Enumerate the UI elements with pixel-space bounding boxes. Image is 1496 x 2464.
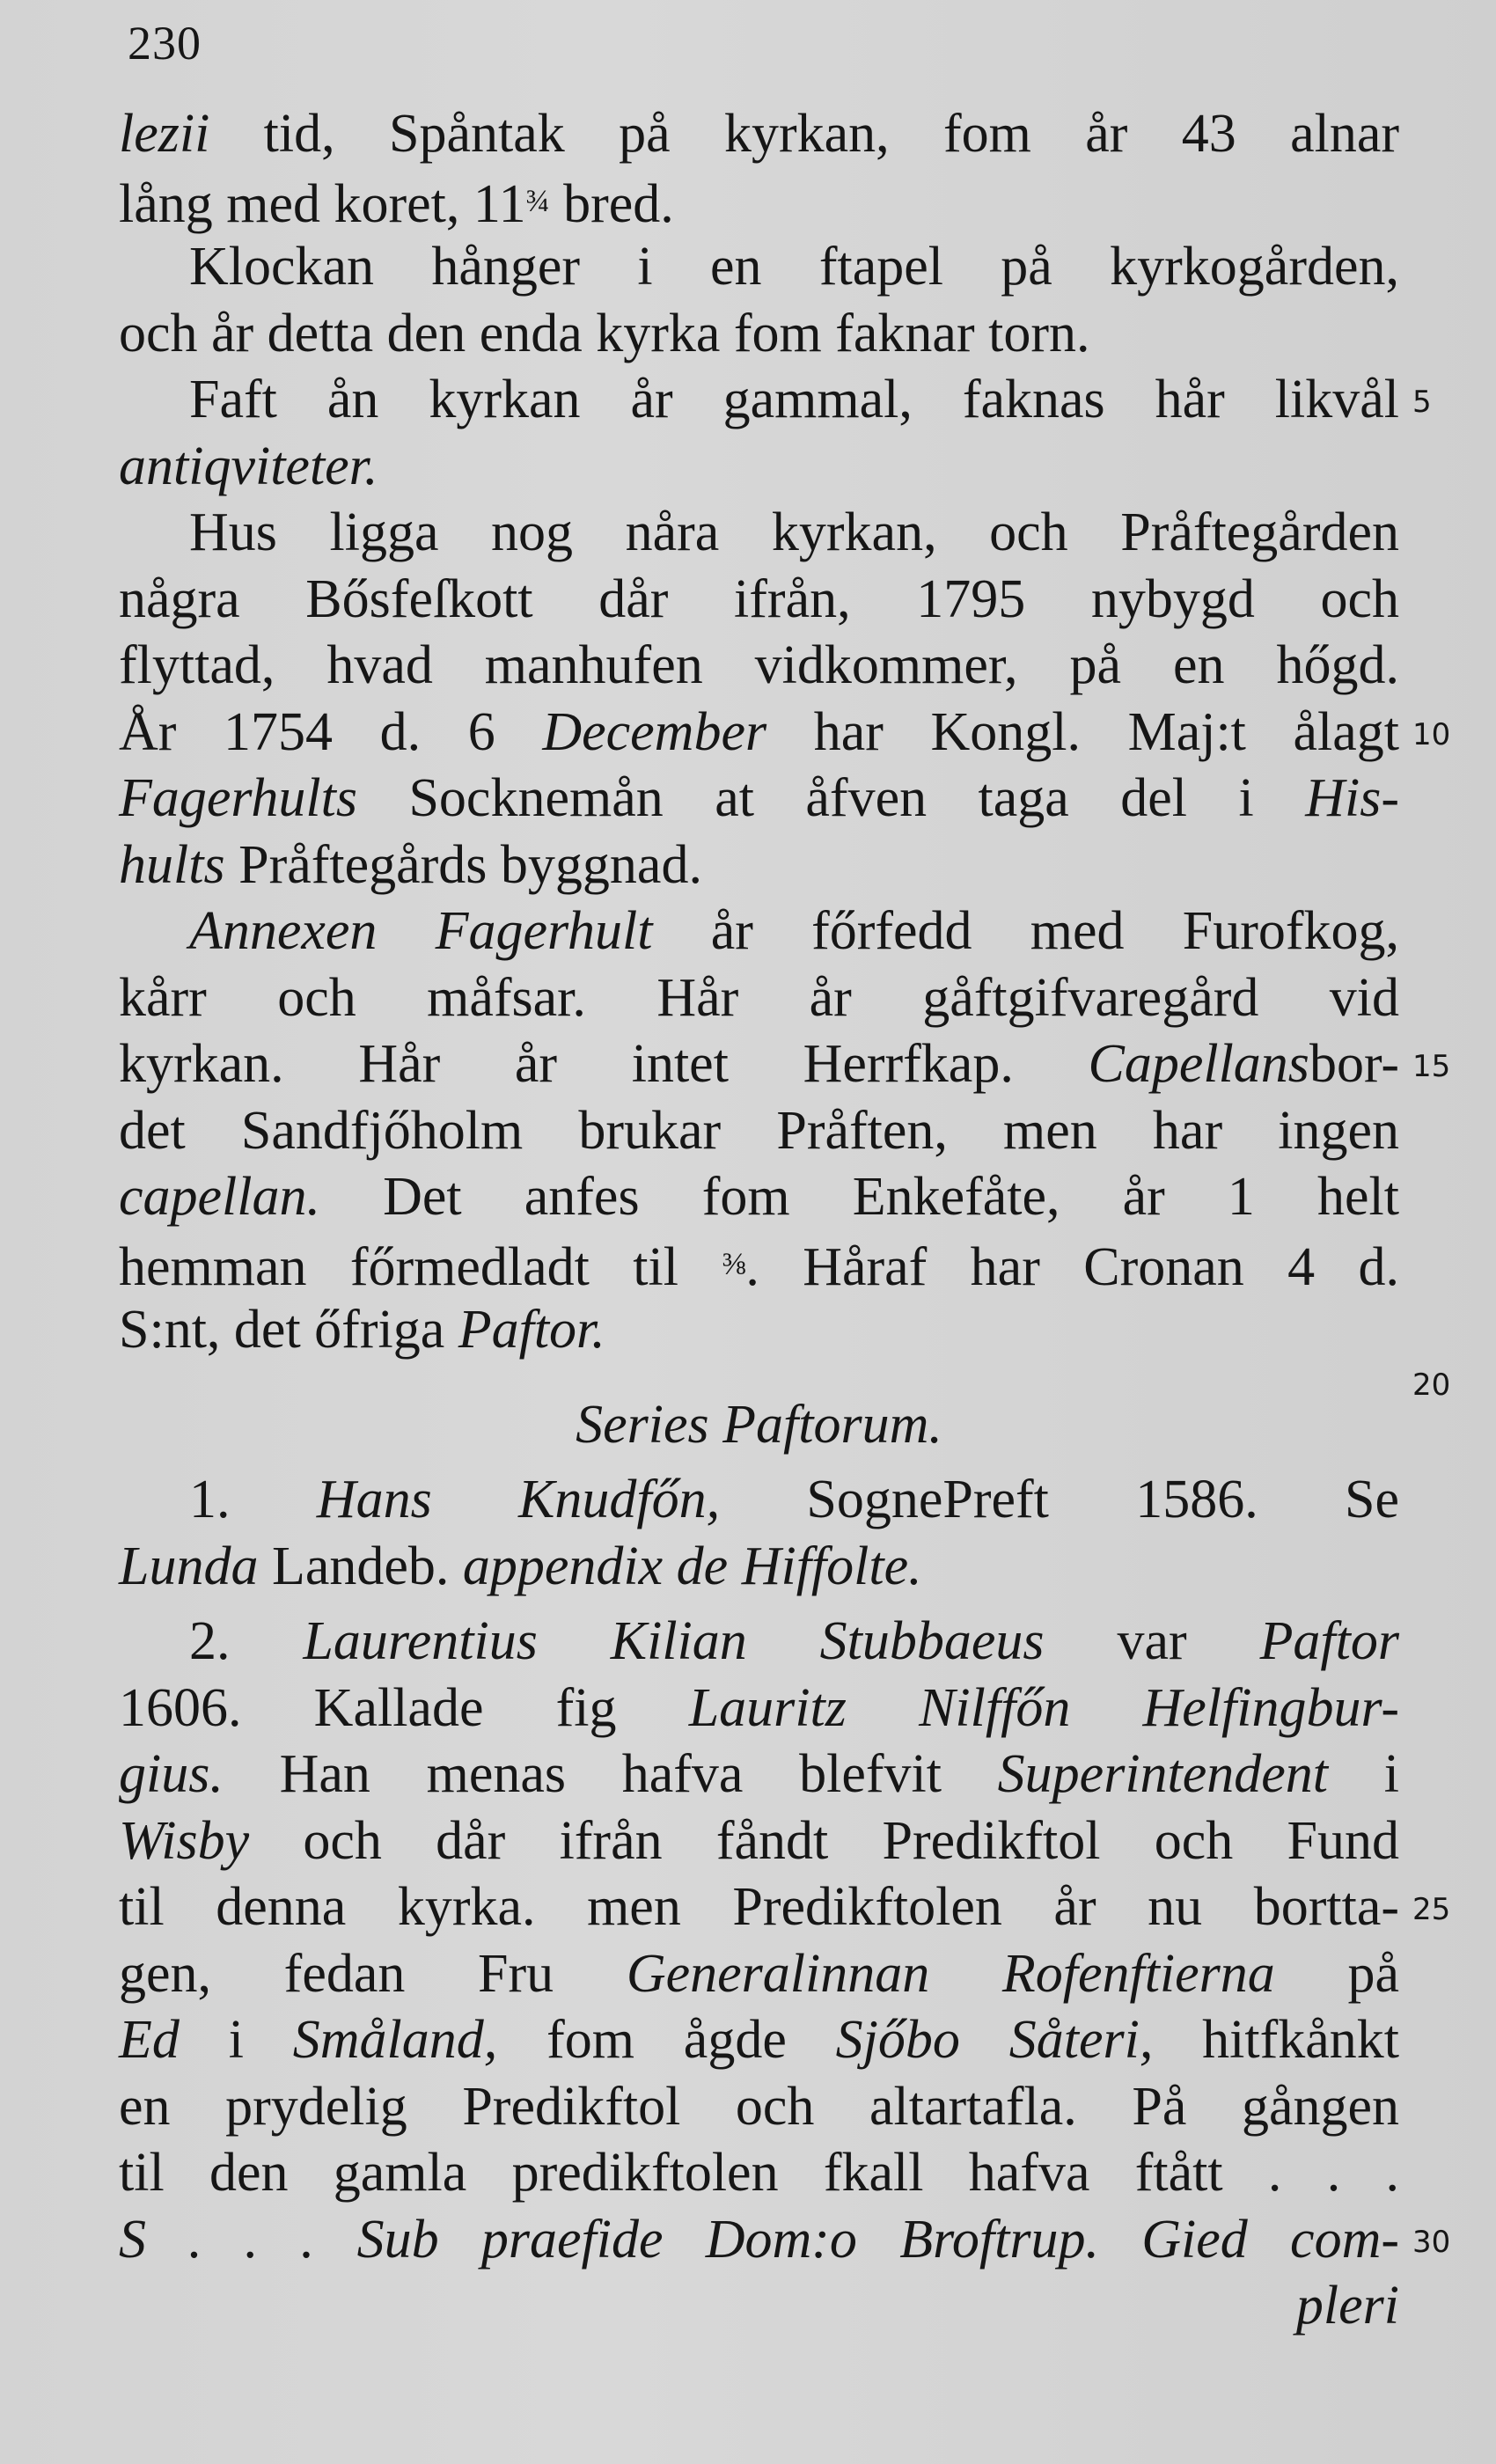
- text-run: til den gamla predikftolen fkall hafva ftått . . .: [119, 2143, 1399, 2203]
- text-line: [119, 1297, 1399, 1364]
- italic-text: Series Paftorum.: [576, 1394, 942, 1455]
- text-run: fom ågde: [497, 2010, 836, 2070]
- text-run: 2.: [189, 1611, 304, 1671]
- text-run: kyrkan. Hår år intet Herrfkap.: [119, 1034, 1089, 1094]
- text-run: År 1754 d. 6: [119, 701, 543, 762]
- text-line: [119, 1609, 1399, 1676]
- italic-text: Paftor: [1259, 1611, 1400, 1671]
- page-number: 230: [128, 17, 202, 70]
- text-line: [119, 1808, 1399, 1875]
- italic-text: appendix de Hiffolte.: [462, 1536, 922, 1596]
- text-run: i: [179, 2010, 293, 2070]
- paragraph-gap: [119, 1458, 1399, 1467]
- text-run: hitfkånkt: [1153, 2010, 1399, 2070]
- italic-text: Annexen Fagerhult: [189, 901, 653, 961]
- paragraph-gap: [119, 1600, 1399, 1609]
- italic-text: Ed: [119, 2010, 180, 2070]
- italic-text: Superintendent: [997, 1744, 1329, 1804]
- text-run: på: [1274, 1943, 1399, 2004]
- text-run: bor-: [1309, 1034, 1399, 1094]
- italic-text: Generalinnan Rofenftierna: [626, 1943, 1275, 2004]
- italic-text: capellan.: [119, 1167, 320, 1227]
- text-run: några Bősfeſkott dår ifrån, 1795 nybygd och: [119, 568, 1399, 629]
- text-run: gen, fedan Fru: [119, 1943, 627, 2004]
- text-run: 1.: [189, 1470, 317, 1529]
- text-line: [119, 2273, 1399, 2340]
- italic-text: December: [542, 701, 767, 762]
- italic-text: antiqviteter.: [119, 436, 378, 496]
- text-run: Klockan hånger i en ftapel på kyrkogården,: [189, 237, 1399, 297]
- text-run: var: [1044, 1611, 1260, 1671]
- italic-text: Hans Knudfőn,: [316, 1470, 721, 1529]
- italic-text: Capellans: [1088, 1034, 1309, 1094]
- text-line: [119, 500, 1399, 567]
- italic-text: pleri: [1295, 2276, 1399, 2336]
- text-line: [119, 367, 1399, 434]
- italic-text: Paftor.: [458, 1300, 605, 1360]
- text-run: och dår ifrån fåndt Predikftol och Fund: [249, 1810, 1399, 1871]
- text-run: . Håraf har Cronan 4 d.: [745, 1236, 1399, 1297]
- text-run: har Kongl. Maj:t ålagt: [766, 701, 1399, 762]
- text-run: Pråftegårds byggnad.: [224, 834, 702, 895]
- text-run: hemman főrmedladt til: [119, 1236, 722, 1297]
- text-run: år főrfedd med Furofkog,: [652, 901, 1399, 961]
- text-line: [119, 965, 1399, 1032]
- margin-line-number: 20: [1412, 1368, 1451, 1403]
- italic-text: hults: [119, 834, 225, 895]
- text-run: flyttad, hvad manhufen vidkommer, på en hőgd.: [119, 635, 1399, 695]
- text-run: Socknemån at åfven taga del i: [356, 768, 1306, 828]
- text-line: [119, 1164, 1399, 1231]
- text-run: Landeb.: [258, 1536, 463, 1596]
- italic-text: lezii: [119, 104, 210, 164]
- italic-text: Sjőbo Såteri,: [835, 2010, 1154, 2070]
- text-line: [119, 2207, 1399, 2274]
- text-run: det Sandfjőholm brukar Pråften, men har ingen: [119, 1100, 1399, 1161]
- margin-line-number: 10: [1412, 717, 1451, 752]
- text-run: 1606. Kallade fig: [119, 1677, 689, 1738]
- text-line: [119, 1031, 1399, 1098]
- text-run: en prydelig Predikftol och altartafla. På gången: [119, 2076, 1399, 2137]
- text-line: [119, 1534, 1399, 1601]
- text-run: lång med koret, 11: [119, 173, 526, 234]
- text-line: [119, 301, 1399, 368]
- text-line: [119, 2007, 1399, 2074]
- paragraph-gap: [119, 1364, 1399, 1392]
- text-body: [119, 101, 1399, 2340]
- margin-line-number: 25: [1412, 1892, 1451, 1927]
- text-line: [119, 168, 1399, 235]
- text-line: [119, 2074, 1399, 2141]
- fraction: ¾: [525, 182, 550, 218]
- text-line: [119, 633, 1399, 700]
- italic-text: Laurentius Kilian Stubbaeus: [303, 1611, 1045, 1671]
- italic-text: Småland,: [292, 2010, 498, 2070]
- text-run: Det anfes fom Enkefåte, år 1 helt: [320, 1167, 1399, 1227]
- italic-text: Wisby: [119, 1810, 250, 1871]
- text-run: Hus ligga nog nåra kyrkan, och Pråftegården: [189, 502, 1399, 562]
- margin-line-number: 15: [1412, 1049, 1451, 1084]
- fraction: ⅜: [722, 1245, 746, 1281]
- text-line: [119, 1874, 1399, 1941]
- text-line: [119, 898, 1399, 965]
- text-line: [119, 1941, 1399, 2008]
- text-line: [119, 1231, 1399, 1298]
- text-line: [119, 2140, 1399, 2207]
- text-run: tid, Spåntak på kyrkan, fom år 43 alnar: [209, 104, 1399, 164]
- italic-text: Lunda: [119, 1536, 259, 1596]
- text-line: [119, 766, 1399, 832]
- text-line: [119, 101, 1399, 168]
- text-line: [119, 1098, 1399, 1165]
- text-line: [119, 832, 1399, 899]
- text-line: [119, 1467, 1399, 1534]
- italic-text: gius.: [119, 1744, 224, 1804]
- italic-text: S . . . Sub praefide Dom:o Broftrup. Gied com-: [119, 2209, 1399, 2270]
- text-run: Faft ån kyrkan år gammal, faknas hår likvål: [189, 370, 1399, 429]
- text-run: bred.: [549, 173, 674, 234]
- text-run: S:nt, det őfriga: [119, 1300, 458, 1360]
- text-run: til denna kyrka. men Predikftolen år nu bortta-: [119, 1877, 1399, 1937]
- text-line: [119, 700, 1399, 766]
- section-heading: [119, 1392, 1399, 1459]
- text-line: [119, 1742, 1399, 1808]
- italic-text: Fagerhults: [119, 768, 357, 828]
- italic-text: His-: [1305, 768, 1399, 828]
- text-run: SognePreft 1586. Se: [720, 1470, 1399, 1529]
- italic-text: Lauritz Nilffőn Helfingbur-: [688, 1677, 1400, 1738]
- text-run: och år detta den enda kyrka fom faknar torn.: [119, 303, 1090, 363]
- text-run: i: [1328, 1744, 1399, 1804]
- margin-line-number: 30: [1412, 2225, 1451, 2260]
- text-run: Han menas hafva blefvit: [223, 1744, 998, 1804]
- text-line: [119, 234, 1399, 301]
- text-line: [119, 567, 1399, 634]
- margin-line-number: 5: [1412, 385, 1432, 420]
- text-line: [119, 434, 1399, 501]
- text-run: kårr och måfsar. Hår år gåftgifvaregård vid: [119, 967, 1399, 1028]
- text-line: [119, 1676, 1399, 1742]
